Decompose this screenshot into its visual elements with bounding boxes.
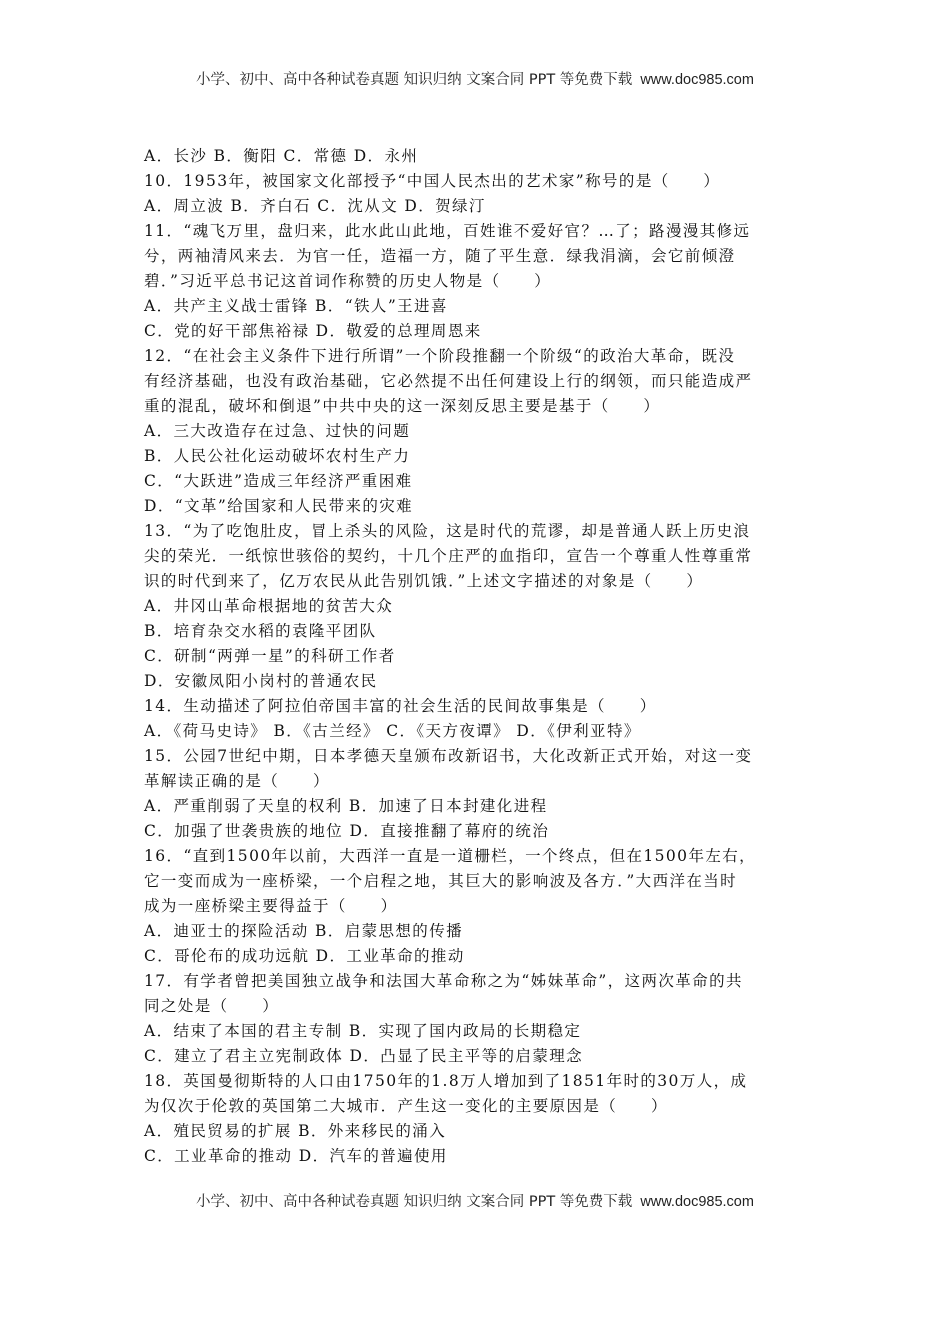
q12-stem-line3: 重的混乱，破坏和倒退”中共中央的这一深刻反思主要是基于（ ） (144, 397, 661, 415)
q13-stem-line1: 13．“为了吃饱肚皮，冒上杀头的风险，这是时代的荒谬，却是普通人跃上历史浪 (144, 522, 751, 540)
q14-stem: 14．生动描述了阿拉伯帝国丰富的社会生活的民间故事集是（ ） (144, 697, 657, 715)
q11-options-ab: A．共产主义战士雷锋 B．“铁人”王进喜 (144, 297, 448, 315)
header-banner-text: 小学、初中、高中各种试卷真题 知识归纳 文案合同 PPT 等免费下载 (196, 72, 633, 88)
q13-option-c: C．研制“两弹一星”的科研工作者 (144, 647, 396, 665)
q11-stem-line1: 11．“魂飞万里，盘归来，此水此山此地，百姓谁不爱好官？…了；路漫漫其修远 (144, 222, 751, 240)
q17-stem-line2: 同之处是（ ） (144, 997, 280, 1015)
q12-option-d: D．“文革”给国家和人民带来的灾难 (144, 497, 414, 515)
footer-banner (0, 1190, 950, 1211)
q11-stem-line2: 兮，两袖清风来去．为官一任，造福一方，随了平生意．绿我涓滴，会它前倾澄 (144, 247, 736, 265)
q17-options-cd: C．建立了君主立宪制政体 D．凸显了民主平等的启蒙理念 (144, 1047, 584, 1065)
q17-stem-line1: 17．有学者曾把美国独立战争和法国大革命称之为“姊妹革命”，这两次革命的共 (144, 972, 743, 990)
q16-stem-line2: 它一变而成为一座桥梁，一个启程之地，其巨大的影响波及各方．”大西洋在当时 (144, 872, 738, 890)
q16-options-cd: C．哥伦布的成功远航 D．工业革命的推动 (144, 947, 465, 965)
q12-option-a: A．三大改造存在过急、过快的问题 (144, 422, 411, 440)
header-banner-url[interactable]: www.doc985.com (640, 72, 754, 88)
q15-options-ab: A．严重削弱了天皇的权利 B．加速了日本封建化进程 (144, 797, 548, 815)
q12-stem-line1: 12．“在社会主义条件下进行所谓”一个阶段推翻一个阶级“的政治大革命，既没 (144, 347, 736, 365)
q10-stem: 10．1953年，被国家文化部授予“中国人民杰出的艺术家”称号的是（ ） (144, 172, 721, 190)
q13-stem-line3: 识的时代到来了，亿万农民从此告别饥饿．”上述文字描述的对象是（ ） (144, 572, 704, 590)
q16-stem-line1: 16．“直到1500年以前，大西洋一直是一道栅栏，一个终点，但在1500年左右， (144, 847, 757, 865)
q13-stem-line2: 尖的荣光．一纸惊世骇俗的契约，十几个庄严的血指印，宣告一个尊重人性尊重常 (144, 547, 753, 565)
q14-options: A．《荷马史诗》 B．《古兰经》 C．《天方夜谭》 D．《伊利亚特》 (144, 722, 641, 740)
q12-stem-line2: 有经济基础，也没有政治基础，它必然提不出任何建设上行的纲领，而只能造成严 (144, 372, 753, 390)
q15-stem-line2: 革解读正确的是（ ） (144, 772, 330, 790)
q11-stem-line3: 碧．”习近平总书记这首词作称赞的历史人物是（ ） (144, 272, 552, 290)
footer-banner-text: 小学、初中、高中各种试卷真题 知识归纳 文案合同 PPT 等免费下载 (196, 1194, 633, 1210)
q13-option-b: B．培育杂交水稻的袁隆平团队 (144, 622, 377, 640)
q18-stem-line2: 为仅次于伦敦的英国第二大城市．产生这一变化的主要原因是（ ） (144, 1097, 668, 1115)
q16-stem-line3: 成为一座桥梁主要得益于（ ） (144, 897, 398, 915)
q12-option-c: C．“大跃进”造成三年经济严重困难 (144, 472, 413, 490)
q15-options-cd: C．加强了世袭贵族的地位 D．直接推翻了幕府的统治 (144, 822, 550, 840)
q18-options-cd: C．工业革命的推动 D．汽车的普遍使用 (144, 1147, 448, 1165)
q9-options: A．长沙 B．衡阳 C．常德 D．永州 (144, 147, 419, 165)
q16-options-ab: A．迪亚士的探险活动 B．启蒙思想的传播 (144, 922, 464, 940)
q17-options-ab: A．结束了本国的君主专制 B．实现了国内政局的长期稳定 (144, 1022, 582, 1040)
q11-options-cd: C．党的好干部焦裕禄 D．敬爱的总理周恩来 (144, 322, 482, 340)
footer-banner-url[interactable]: www.doc985.com (640, 1194, 754, 1210)
q12-option-b: B．人民公社化运动破坏农村生产力 (144, 447, 411, 465)
q18-options-ab: A．殖民贸易的扩展 B．外来移民的涌入 (144, 1122, 447, 1140)
q18-stem-line1: 18．英国曼彻斯特的人口由1750年的1.8万人增加到了1851年时的30万人，成 (144, 1072, 748, 1090)
exam-questions-body (144, 144, 814, 1169)
q13-option-a: A．井冈山革命根据地的贫苦大众 (144, 597, 394, 615)
q15-stem-line1: 15．公园7世纪中期，日本孝德天皇颁布改新诏书，大化改新正式开始，对这一变 (144, 747, 753, 765)
q13-option-d: D．安徽凤阳小岗村的普通农民 (144, 672, 378, 690)
q10-options: A．周立波 B．齐白石 C．沈从文 D．贺绿汀 (144, 197, 486, 215)
header-banner (0, 68, 950, 89)
